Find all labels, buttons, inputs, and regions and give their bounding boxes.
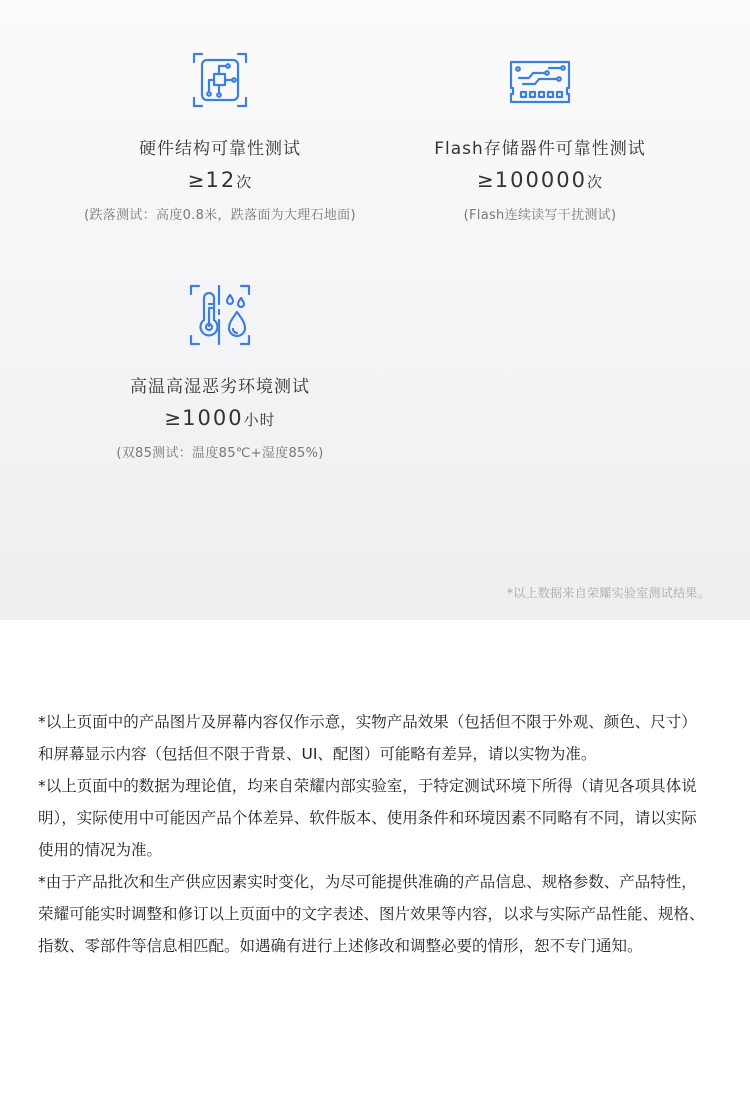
- circuit-chip-icon: [188, 48, 252, 112]
- prefix: ≥: [477, 168, 495, 192]
- test-unit: 次: [236, 173, 253, 191]
- test-number: 100000: [494, 168, 587, 192]
- test-title: 硬件结构可靠性测试: [139, 139, 301, 159]
- prefix: ≥: [187, 168, 206, 192]
- thermometer-humidity-icon: [185, 280, 255, 350]
- disclaimer-paragraph: *以上页面中的产品图片及屏幕内容仅作示意，实物产品效果（包括但不限于外观、颜色、尺寸）和屏幕显示内容（包括但不限于背景、UI、配图）可能略有差异，请以实物为准。: [38, 713, 697, 763]
- test-title: 高温高湿恶劣环境测试: [130, 377, 310, 397]
- test-title: Flash存储器件可靠性测试: [434, 139, 646, 159]
- disclaimer-paragraph: *由于产品批次和生产供应因素实时变化，为尽可能提供准确的产品信息、规格参数、产品特性，荣耀可能实时调整和修订以上页面中的文字表述、图片效果等内容，以求与实际产品性能、规格、指数、零部件等信息相匹配。如遇确有进行上述修改和调整必要的情形，恕不专门通知。: [38, 873, 705, 955]
- test-value: [55, 406, 385, 430]
- flash-test-card: [375, 48, 705, 223]
- prefix: ≥: [164, 406, 183, 430]
- disclaimer-block: [38, 706, 710, 962]
- test-note: (跌落测试：高度0.8米，跌落面为大理石地面): [84, 208, 356, 223]
- hardware-test-card: [55, 48, 385, 223]
- test-number: 1000: [182, 406, 244, 430]
- test-unit: 次: [586, 173, 603, 191]
- test-value: [55, 168, 385, 192]
- test-note: (Flash连续读写干扰测试): [463, 208, 617, 223]
- test-unit: 小时: [243, 411, 276, 429]
- environment-test-card: [55, 280, 385, 461]
- flash-memory-icon: [505, 48, 575, 112]
- test-note: (双85测试：温度85℃+湿度85%): [116, 446, 324, 461]
- test-number: 12: [205, 168, 237, 192]
- test-value: [375, 168, 705, 192]
- data-source-note: *以上数据来自荣耀实验室测试结果。: [506, 586, 710, 600]
- disclaimer-paragraph: *以上页面中的数据为理论值，均来自荣耀内部实验室，于特定测试环境下所得（请见各项具体说明），实际使用中可能因产品个体差异、软件版本、使用条件和环境因素不同略有不同，请以实际使用的情况为准。: [38, 777, 697, 859]
